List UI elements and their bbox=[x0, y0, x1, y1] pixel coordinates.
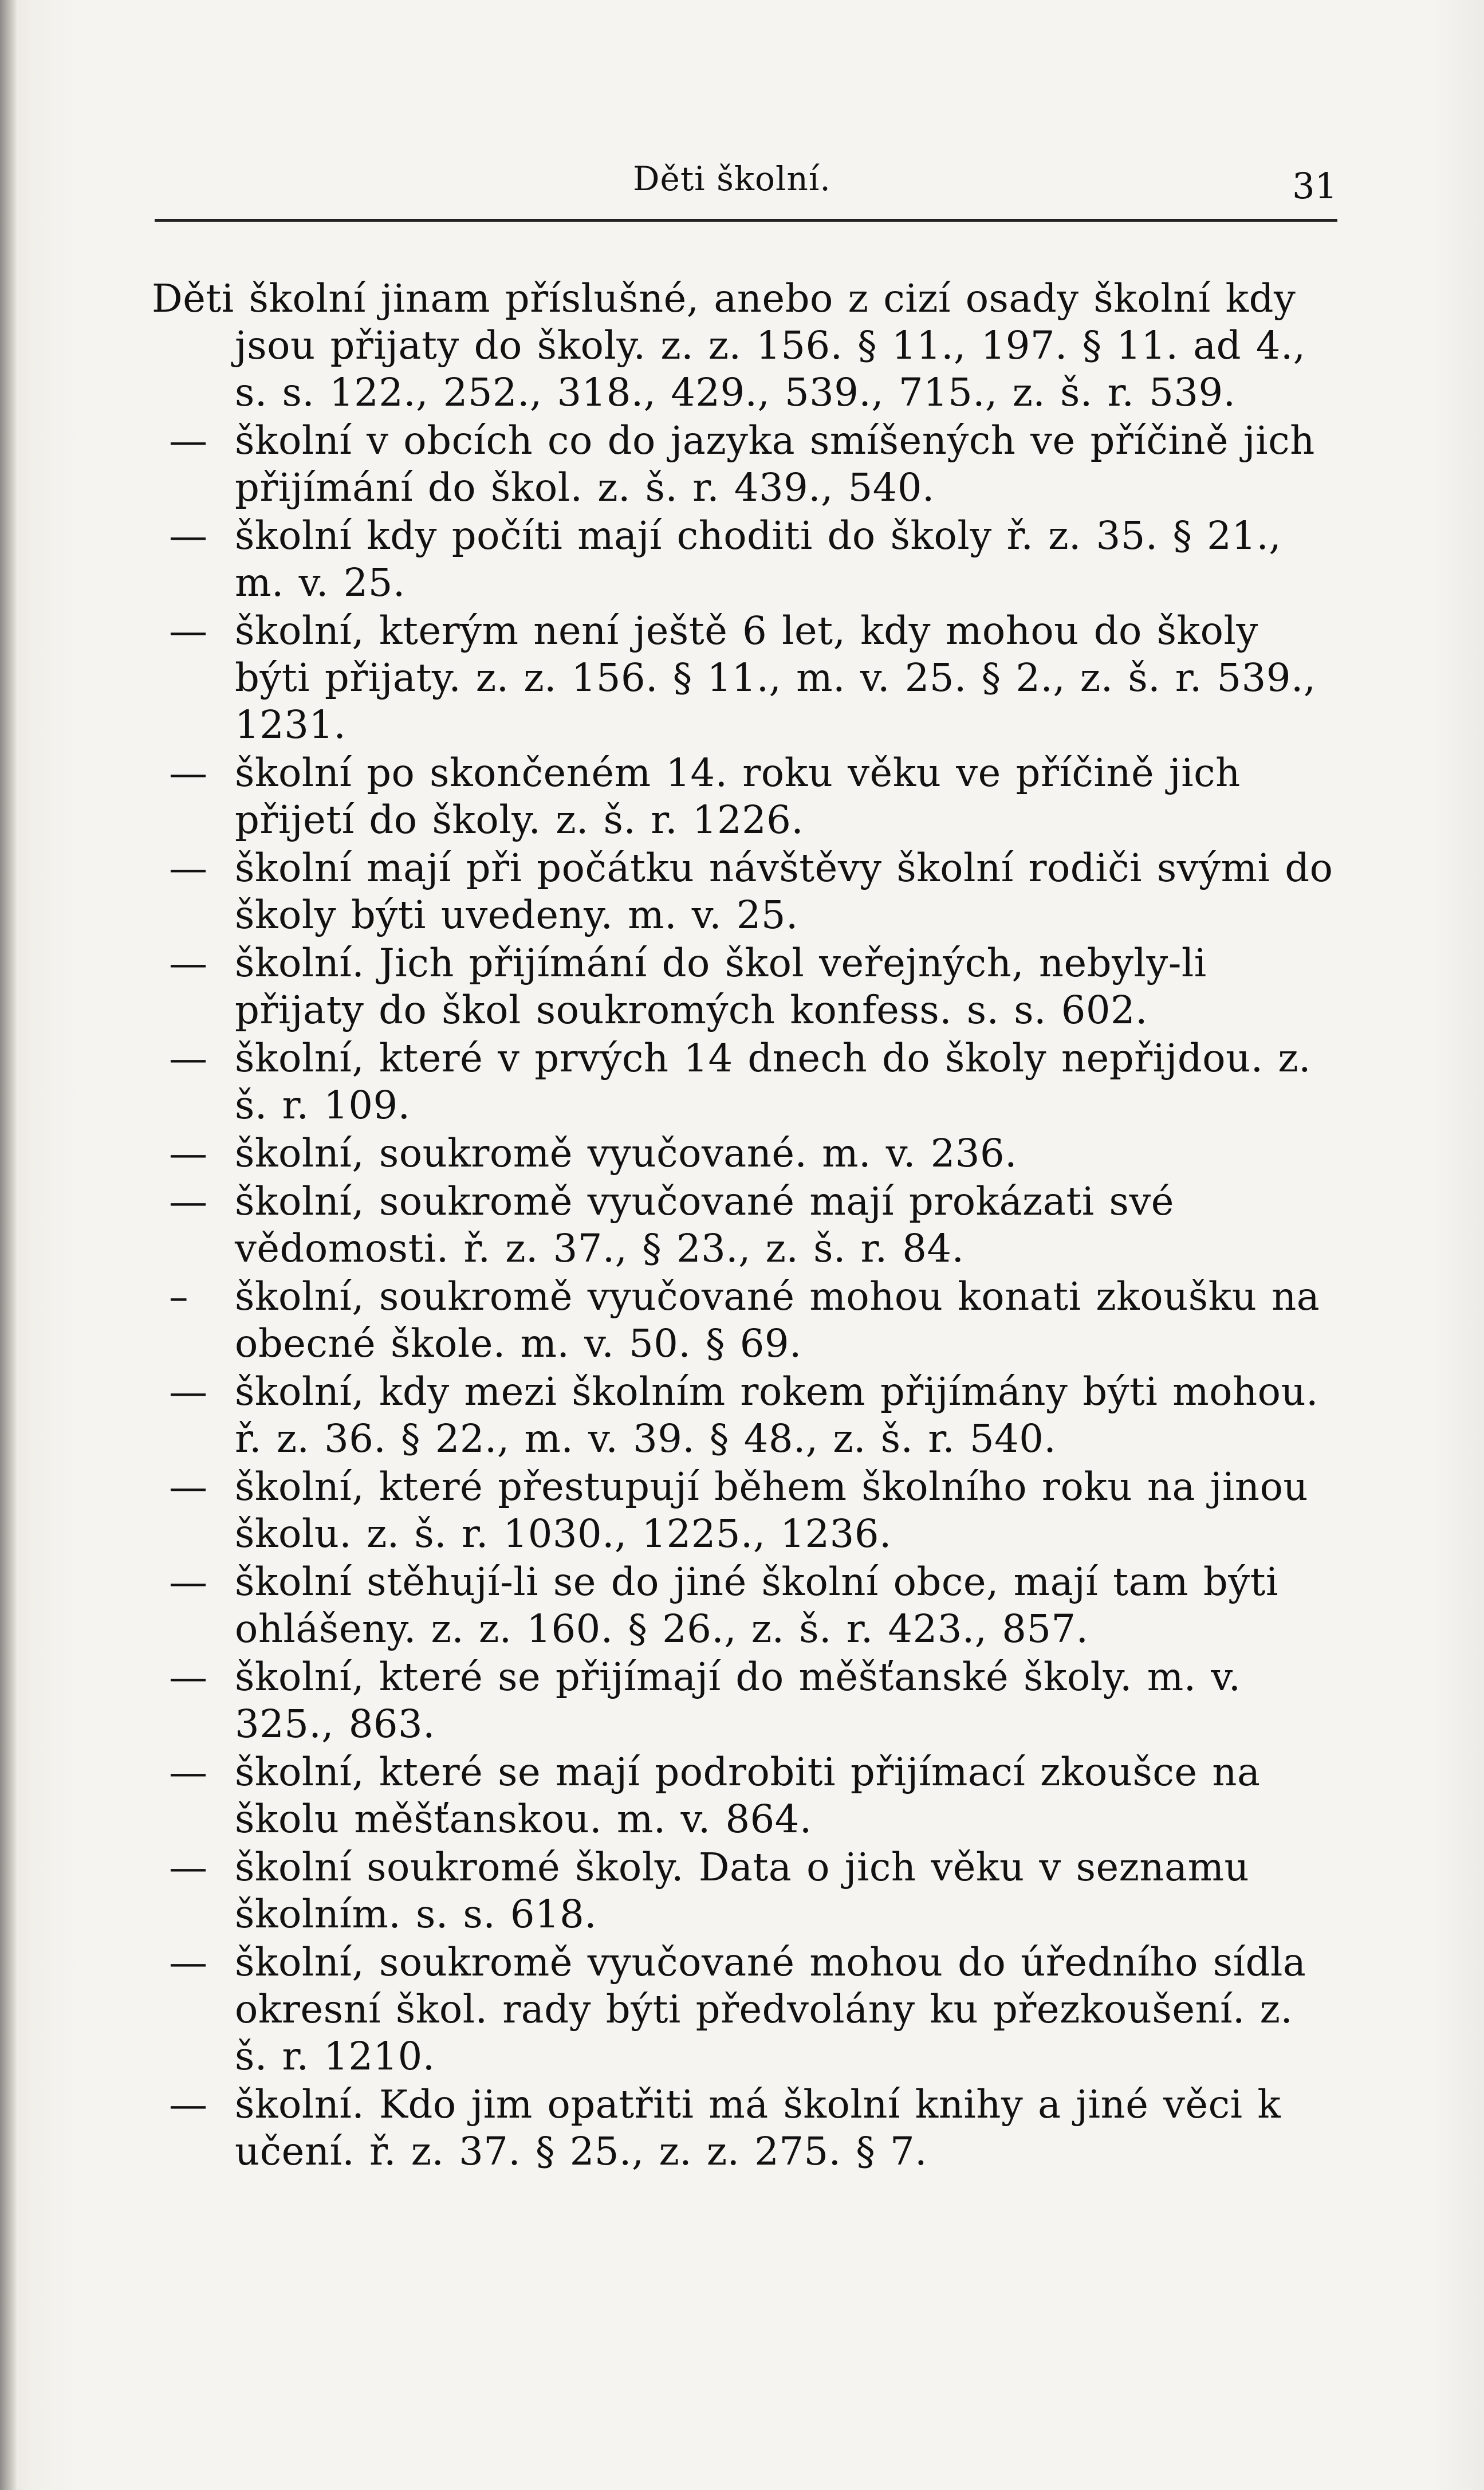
entry-dash: — bbox=[169, 1036, 207, 1081]
entry-text: školní, které se přijímají do měšťanské školy. m. v. 325., 863. bbox=[235, 1655, 1241, 1746]
index-entry bbox=[152, 2081, 1335, 2175]
entry-text: školní. Jich přijímání do škol veřejných, nebyly-li přijaty do škol soukromých konfess. s. s. 602. bbox=[235, 941, 1207, 1032]
entry-dash: — bbox=[169, 1940, 207, 1985]
entry-dash: — bbox=[169, 1179, 207, 1224]
entry-dash: — bbox=[169, 751, 207, 795]
entry-dash: — bbox=[169, 941, 207, 985]
entry-text: školní, které se mají podrobiti přijímací zkoušce na školu měšťanskou. m. v. 864. bbox=[235, 1750, 1261, 1841]
binding-edge bbox=[0, 0, 17, 2490]
index-entry bbox=[152, 940, 1335, 1034]
index-entry bbox=[152, 1273, 1335, 1367]
entry-text: školní, soukromě vyučované mohou konati zkoušku na obecné škole. m. v. 50. § 69. bbox=[235, 1274, 1320, 1366]
entry-dash: — bbox=[169, 2082, 207, 2127]
index-entry bbox=[152, 417, 1335, 511]
index-entry bbox=[152, 845, 1335, 938]
entry-text: školní kdy počíti mají choditi do školy ř. z. 35. § 21., m. v. 25. bbox=[235, 513, 1282, 605]
index-entry bbox=[152, 1654, 1335, 1747]
index-entry bbox=[152, 1558, 1335, 1652]
running-title: Děti školní. bbox=[633, 159, 831, 198]
entry-dash: — bbox=[169, 1560, 207, 1604]
index-entry bbox=[152, 1035, 1335, 1129]
entry-text: školní, soukromě vyučované mohou do úředního sídla okresní škol. rady býti předvolány ku přezkoušení. z. š. r. 1210. bbox=[235, 1940, 1306, 2079]
header-rule bbox=[155, 219, 1337, 222]
entry-dash: — bbox=[169, 1655, 207, 1699]
entry-dash: — bbox=[169, 1750, 207, 1794]
entry-text: školní v obcích co do jazyka smíšených ve příčině jich přijímání do škol. z. š. r. 439., 540. bbox=[235, 418, 1315, 510]
entry-dash: – bbox=[169, 1274, 188, 1319]
entry-text: Děti školní jinam příslušné, anebo z cizí osady školní kdy jsou přijaty do školy. z. z. 156. § 11., 197. § 11. ad 4., s. s. 122., 252., 318., 429., 539., 715., z. š. r. 539. bbox=[152, 276, 1306, 415]
index-entry bbox=[152, 749, 1335, 843]
index-entry bbox=[152, 275, 1335, 416]
entry-dash: — bbox=[169, 1369, 207, 1414]
entry-dash: — bbox=[169, 1845, 207, 1890]
index-entry bbox=[152, 1939, 1335, 2080]
entry-text: školní, soukromě vyučované mají prokázati své vědomosti. ř. z. 37., § 23., z. š. r. 84. bbox=[235, 1179, 1174, 1271]
page-number: 31 bbox=[1292, 165, 1337, 207]
entry-dash: — bbox=[169, 418, 207, 463]
entry-dash: — bbox=[169, 846, 207, 890]
index-entry bbox=[152, 1368, 1335, 1462]
entry-text: školní soukromé školy. Data o jich věku v seznamu školním. s. s. 618. bbox=[235, 1845, 1250, 1937]
entry-text: školní po skončeném 14. roku věku ve příčině jich přijetí do školy. z. š. r. 1226. bbox=[235, 751, 1241, 842]
entry-text: školní, kterým není ještě 6 let, kdy mohou do školy býti přijaty. z. z. 156. § 11., m. v. 25. § 2., z. š. r. 539., 1231. bbox=[235, 608, 1316, 747]
entry-dash: — bbox=[169, 1464, 207, 1509]
page-header bbox=[155, 155, 1337, 223]
entry-text: školní mají při počátku návštěvy školní rodiči svými do školy býti uvedeny. m. v. 25. bbox=[235, 846, 1333, 937]
entry-text: školní, kdy mezi školním rokem přijímány býti mohou. ř. z. 36. § 22., m. v. 39. § 48., z. š. r. 540. bbox=[235, 1369, 1318, 1461]
entry-text: školní, které v prvých 14 dnech do školy nepřijdou. z. š. r. 109. bbox=[235, 1036, 1311, 1128]
index-entry bbox=[152, 607, 1335, 748]
index-entry bbox=[152, 512, 1335, 606]
index-entry bbox=[152, 1178, 1335, 1272]
index-entry bbox=[152, 1130, 1335, 1177]
entry-dash: — bbox=[169, 608, 207, 653]
entry-text: školní, soukromě vyučované. m. v. 236. bbox=[235, 1131, 1017, 1176]
entry-text: školní stěhují-li se do jiné školní obce, mají tam býti ohlášeny. z. z. 160. § 26., z. š. r. 423., 857. bbox=[235, 1560, 1278, 1651]
index-entries bbox=[152, 275, 1335, 2176]
entry-text: školní, které přestupují během školního roku na jinou školu. z. š. r. 1030., 1225., 1236. bbox=[235, 1464, 1309, 1556]
entry-dash: — bbox=[169, 1131, 207, 1176]
index-entry bbox=[152, 1844, 1335, 1938]
entry-dash: — bbox=[169, 513, 207, 558]
entry-text: školní. Kdo jim opatřiti má školní knihy a jiné věci k učení. ř. z. 37. § 25., z. z. 275. § 7. bbox=[235, 2082, 1281, 2174]
index-entry bbox=[152, 1463, 1335, 1557]
index-entry bbox=[152, 1749, 1335, 1843]
